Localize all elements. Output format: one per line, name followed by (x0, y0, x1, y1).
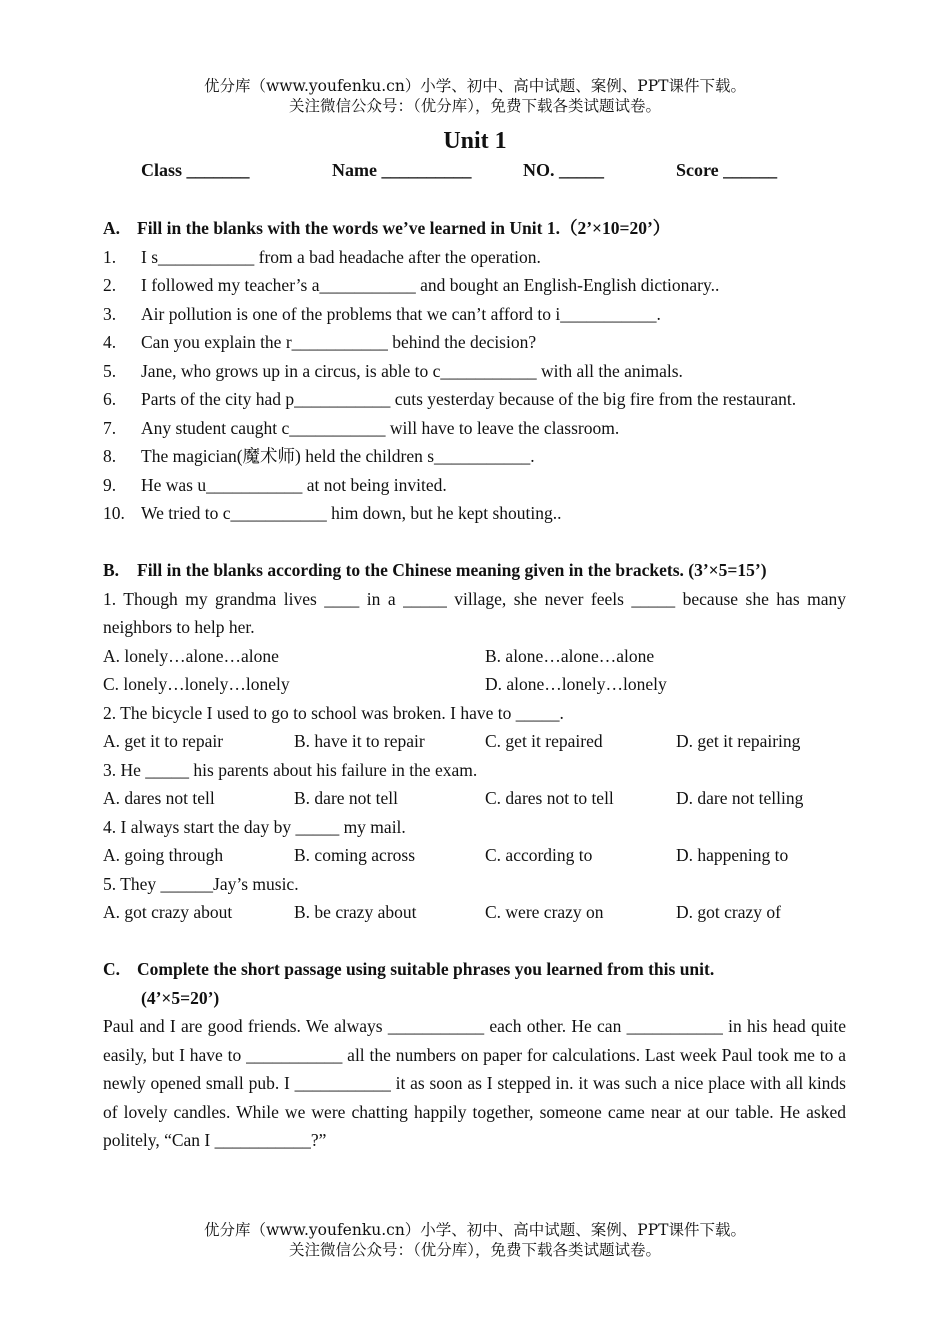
list-item (103, 328, 846, 357)
item-text: I followed my teacher’s a___________ and bought an English-English dictionary.. (141, 275, 720, 295)
list-item (103, 385, 846, 414)
item-text: Air pollution is one of the problems that we can’t afford to i___________. (141, 303, 661, 324)
option-a: A. dares not tell (103, 788, 215, 808)
number-field: NO. _____ (523, 160, 604, 180)
option-b: B. have it to repair (294, 731, 425, 751)
page-header (0, 76, 950, 116)
option-a: A. lonely…alone…alone (103, 645, 279, 666)
section-a-letter: A. (103, 218, 121, 238)
item-text: Can you explain the r___________ behind the decision? (141, 332, 537, 352)
section-a-title: Fill in the blanks with the words we’ve learned in Unit 1.（2’×10=20’） (137, 218, 671, 238)
list-item (103, 300, 846, 329)
option-c: C. dares not to tell (485, 788, 614, 808)
item-number: 6. (103, 389, 117, 409)
list-item (103, 243, 846, 272)
section-b-title: Fill in the blanks according to the Chinese meaning given in the brackets. (3’×5=15’) (137, 560, 767, 580)
section-a-items (103, 243, 846, 528)
option-c: C. according to (485, 845, 593, 865)
item-number: 1. (103, 246, 117, 267)
section-c-passage: Paul and I are good friends. We always ___________ each other. He can ___________ in his head quite easily, but I have to ___________ all the numbers on paper for calculations. Last week Paul took me to a newly opened small pub. I ___________ it as soon as I stepped in. it was such a nice place with all kinds of lovely candles. While we were chatting happily together, someone came near at our table. He asked politely, “Can I ___________?” (103, 1016, 846, 1150)
footer-line-1: 优分库（www.youfenku.cn）小学、初中、高中试题、案例、PPT课件下载。 (203, 1221, 747, 1239)
page-footer (0, 1220, 950, 1260)
question-4-options (103, 841, 846, 870)
item-number: 8. (103, 446, 117, 466)
header-line-2: 关注微信公众号：（优分库），免费下载各类试题试卷。 (288, 97, 661, 115)
option-b: B. be crazy about (294, 902, 417, 922)
question-4-stem: 4. I always start the day by _____ my mail. (103, 816, 406, 837)
item-number: 3. (103, 303, 117, 324)
option-b: B. alone…alone…alone (485, 645, 655, 666)
item-text: I s___________ from a bad headache after the operation. (141, 246, 541, 267)
section-b-heading (103, 556, 846, 585)
option-a: A. got crazy about (103, 902, 233, 922)
question-3-stem: 3. He _____ his parents about his failure in the exam. (103, 759, 478, 780)
question-1-options-row-2 (103, 670, 846, 699)
list-item (103, 499, 846, 528)
list-item (103, 357, 846, 386)
option-d: D. got crazy of (676, 902, 781, 922)
option-c: C. lonely…lonely…lonely (103, 674, 290, 694)
exam-content (103, 214, 846, 1155)
option-c: C. get it repaired (485, 731, 603, 751)
question-2-stem: 2. The bicycle I used to go to school was broken. I have to _____. (103, 702, 564, 723)
list-item (103, 471, 846, 500)
option-d: D. happening to (676, 845, 789, 865)
option-d: D. get it repairing (676, 731, 801, 751)
page-title: Unit 1 (443, 128, 507, 154)
option-b: B. coming across (294, 845, 416, 865)
question-1-stem: 1. Though my grandma lives ____ in a _____ village, she never feels _____ because she has many neighbors to help her. (103, 588, 846, 637)
item-number: 2. (103, 275, 117, 295)
option-a: A. going through (103, 845, 224, 865)
option-c: C. were crazy on (485, 902, 604, 922)
item-text: The magician(魔术师) held the children s___________. (141, 446, 535, 466)
item-text: Jane, who grows up in a circus, is able to c___________ with all the animals. (141, 360, 683, 381)
name-field: Name __________ (332, 160, 472, 180)
section-a-heading (103, 214, 846, 243)
list-item (103, 271, 846, 300)
option-b: B. dare not tell (294, 788, 399, 808)
footer-line-2: 关注微信公众号：（优分库），免费下载各类试题试卷。 (288, 1241, 661, 1259)
item-number: 10. (103, 503, 125, 523)
option-a: A. get it to repair (103, 731, 224, 751)
section-c-letter: C. (103, 959, 121, 979)
question-1-options-row-1 (103, 642, 846, 671)
item-number: 7. (103, 417, 117, 438)
section-c-heading (103, 955, 846, 1012)
list-item (103, 414, 846, 443)
question-3-options (103, 784, 846, 813)
item-number: 5. (103, 360, 117, 381)
item-text: Any student caught c___________ will have to leave the classroom. (141, 417, 620, 438)
question-5-stem: 5. They ______Jay’s music. (103, 873, 299, 894)
question-5-options (103, 898, 846, 927)
item-text: He was u___________ at not being invited. (141, 474, 447, 495)
option-d: D. alone…lonely…lonely (485, 674, 667, 694)
item-number: 4. (103, 332, 117, 352)
class-field: Class _______ (141, 160, 250, 180)
list-item (103, 442, 846, 471)
section-c-points: (4’×5=20’) (141, 987, 220, 1008)
score-field: Score ______ (676, 160, 778, 180)
option-d: D. dare not telling (676, 788, 804, 808)
item-text: Parts of the city had p___________ cuts yesterday because of the big fire from the restaurant. (141, 389, 797, 409)
item-text: We tried to c___________ him down, but he kept shouting.. (141, 503, 562, 523)
header-line-1: 优分库（www.youfenku.cn）小学、初中、高中试题、案例、PPT课件下载。 (203, 77, 747, 95)
section-c-title: Complete the short passage using suitable phrases you learned from this unit. (137, 959, 715, 979)
section-b-letter: B. (103, 560, 120, 580)
item-number: 9. (103, 474, 117, 495)
question-2-options (103, 727, 846, 756)
